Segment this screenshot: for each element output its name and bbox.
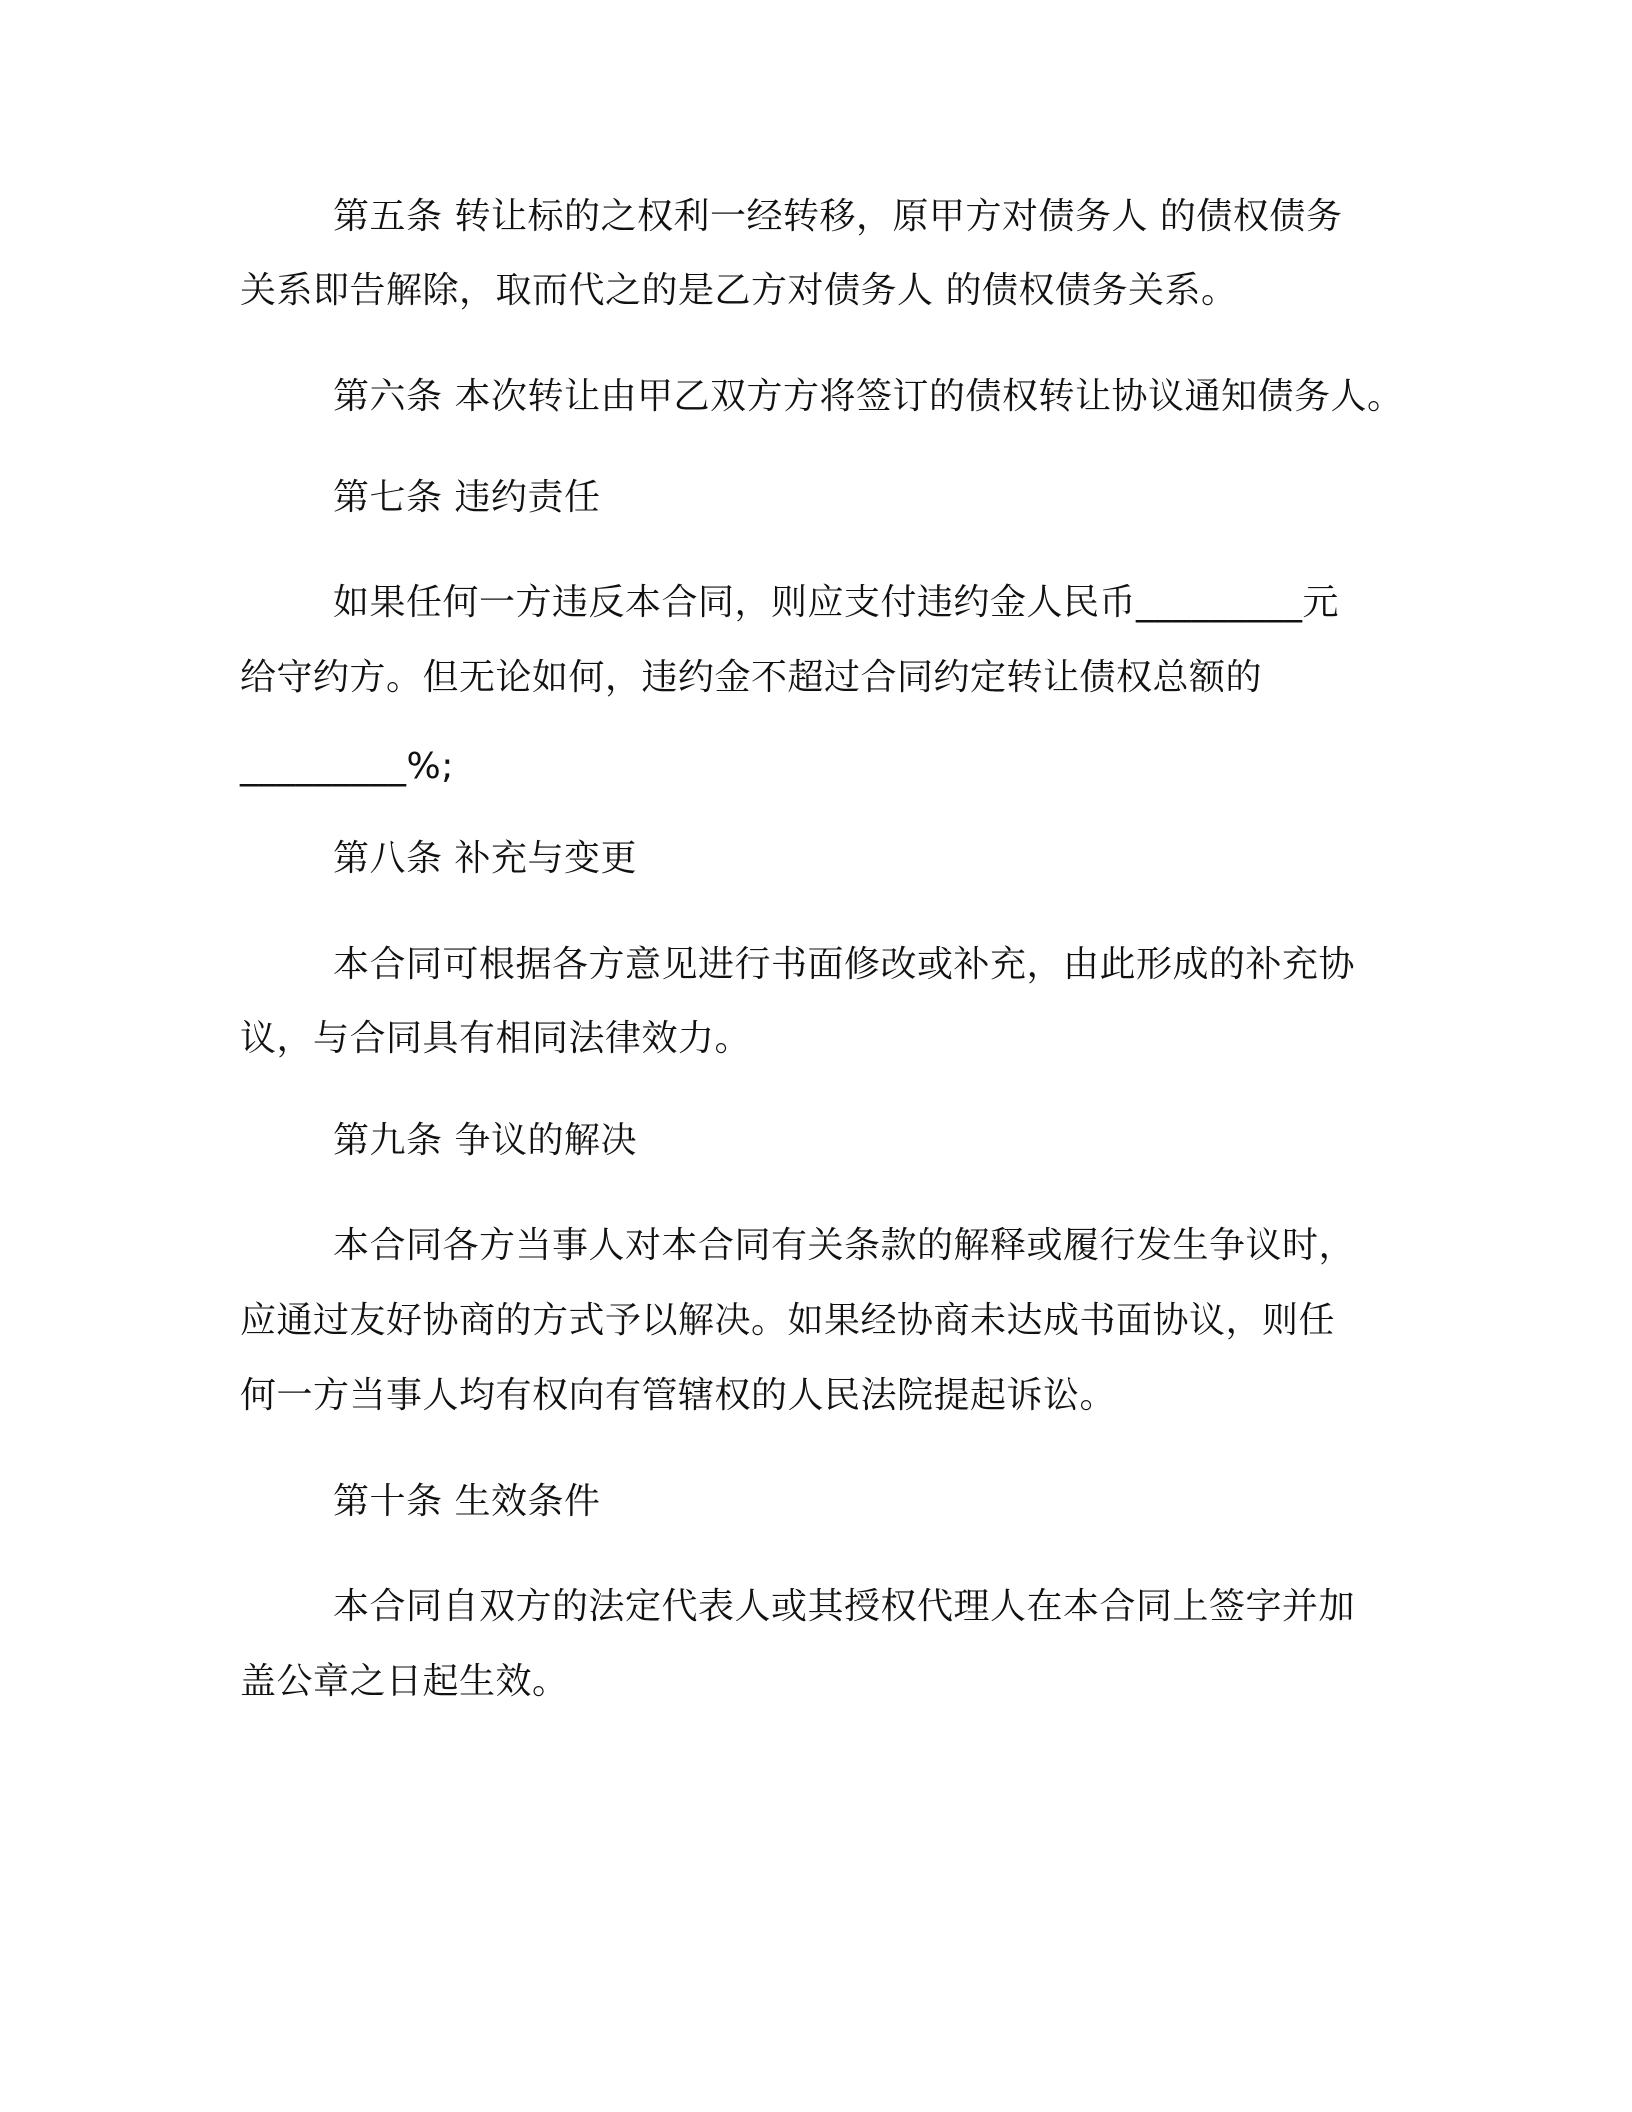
article-9-body-line-2: 应通过友好协商的方式予以解决。如果经协商未达成书面协议，则任 bbox=[240, 1300, 1336, 1341]
article-5-line-1: 第五条 转让标的之权利一经转移，原甲方对债务人 的债权债务 bbox=[333, 196, 1343, 237]
article-8-body-line-2: 议，与合同具有相同法律效力。 bbox=[240, 1018, 752, 1059]
article-7-body-line-2: 给守约方。但无论如何，违约金不超过合同约定转让债权总额的 bbox=[240, 657, 1263, 698]
article-8-body-line-1: 本合同可根据各方意见进行书面修改或补充，由此形成的补充协 bbox=[333, 944, 1356, 985]
article-9-body-line-1: 本合同各方当事人对本合同有关条款的解释或履行发生争议时， bbox=[333, 1225, 1356, 1266]
article-10-body-line-2: 盖公章之日起生效。 bbox=[240, 1661, 569, 1702]
article-7-body-line-3: _________%; bbox=[240, 746, 454, 787]
article-5-line-2: 关系即告解除，取而代之的是乙方对债务人 的债权债务关系。 bbox=[240, 270, 1238, 311]
article-6-line-1: 第六条 本次转让由甲乙双方方将签订的债权转让协议通知债务人。 bbox=[333, 376, 1404, 417]
article-10-body-line-1: 本合同自双方的法定代表人或其授权代理人在本合同上签字并加 bbox=[333, 1586, 1356, 1627]
article-9-heading: 第九条 争议的解决 bbox=[333, 1120, 637, 1161]
article-9-body-line-3: 何一方当事人均有权向有管辖权的人民法院提起诉讼。 bbox=[240, 1375, 1117, 1416]
article-10-heading: 第十条 生效条件 bbox=[333, 1481, 601, 1522]
article-7-heading: 第七条 违约责任 bbox=[333, 477, 601, 518]
article-8-heading: 第八条 补充与变更 bbox=[333, 838, 637, 879]
article-7-body-line-1: 如果任何一方违反本合同，则应支付违约金人民币_________元 bbox=[333, 582, 1340, 623]
